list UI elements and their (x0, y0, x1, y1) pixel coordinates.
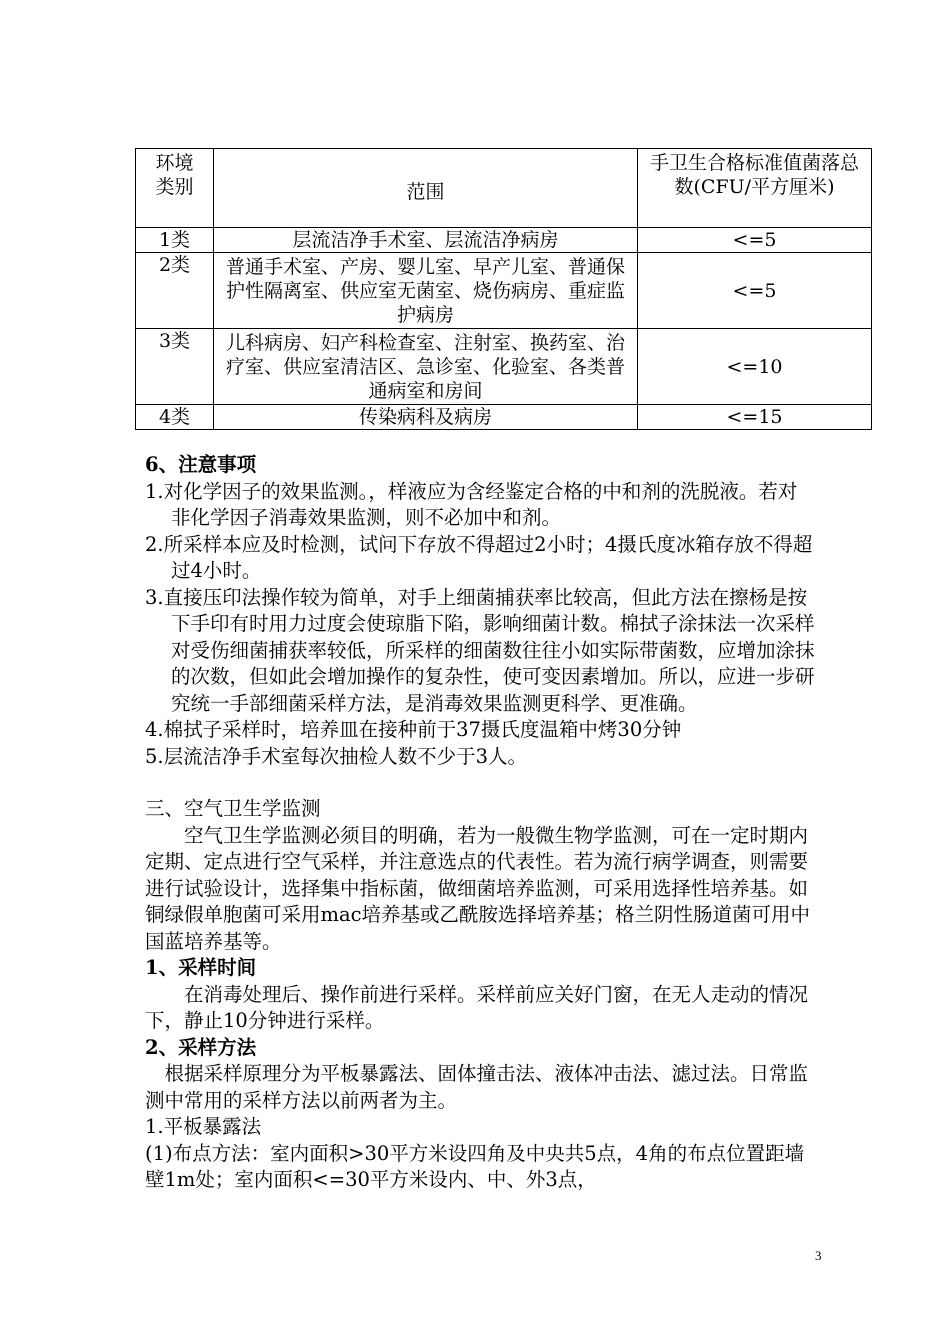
row-scope: 普通手术室、产房、婴儿室、早产儿室、普通保护性隔离室、供应室无菌室、烧伤病房、重症监护病房 (214, 253, 638, 329)
plate-exposure-heading: 1.平板暴露法 (145, 1115, 262, 1138)
hand-hygiene-standard-table (135, 148, 872, 430)
row-scope: 传染病科及病房 (214, 405, 638, 430)
row-category: 1类 (136, 228, 214, 253)
table-row (136, 253, 872, 329)
row-standard: <=5 (638, 253, 872, 329)
row-scope: 儿科病房、妇产科检查室、注射室、换药室、治疗室、供应室清洁区、急诊室、化验室、各类普通病室和房间 (214, 329, 638, 405)
sampling-method-heading: 2、采样方法 (145, 1035, 257, 1059)
note-item: 4.棉拭子采样时，培养皿在接种前于37摄氏度温箱中烤30分钟 (145, 718, 682, 741)
body-text (145, 452, 815, 1194)
header-scope: 范围 (214, 149, 638, 228)
row-standard: <=15 (638, 405, 872, 430)
note-item: 3.直接压印法操作较为简单，对手上细菌捕获率比较高，但此方法在擦杨是按下手印有时用力过度会使琼脂下陷，影响细菌计数。棉拭子涂抹法一次采样对受伤细菌捕获率较低，所采样的细菌数往往小如实际带菌数，应增加涂抹的次数，但如此会增加操作的复杂性，使可变因素增加。所以，应进一步研究统一手部细菌采样方法，是消毒效果监测更科学、更准确。 (145, 585, 815, 715)
note-item: 5.层流洁净手术室每次抽检人数不少于3人。 (145, 744, 528, 768)
row-standard: <=10 (638, 329, 872, 405)
header-standard: 手卫生合格标准值菌落总数(CFU/平方厘米) (638, 149, 872, 228)
row-category: 3类 (136, 329, 214, 405)
plate-exposure-paragraph: (1)布点方法：室内面积>30平方米设四角及中央共5点，4角的布点位置距墙壁1m处；室内面积<=30平方米设内、中、外3点， (145, 1141, 805, 1191)
page-number: 3 (815, 1248, 822, 1263)
header-category: 环境 类别 (136, 149, 214, 228)
table-row (136, 405, 872, 430)
section-title: 三、空气卫生学监测 (145, 797, 321, 820)
note-item: 1.对化学因子的效果监测。，样液应为含经鉴定合格的中和剂的洗脱液。若对非化学因子消毒效果监测，则不必加中和剂。 (145, 479, 798, 529)
sampling-method-paragraph: 根据采样原理分为平板暴露法、固体撞击法、液体冲击法、滤过法。日常监测中常用的采样方法以前两者为主。 (145, 1062, 809, 1112)
table-header-row (136, 149, 872, 228)
notes-heading: 6、注意事项 (145, 453, 257, 476)
table-row (136, 228, 872, 253)
row-category: 2类 (136, 253, 214, 329)
row-standard: <=5 (638, 228, 872, 253)
air-intro-paragraph: 空气卫生学监测必须目的明确，若为一般微生物学监测，可在一定时期内定期、定点进行空气采样，并注意选点的代表性。若为流行病学调查，则需要进行试验设计，选择集中指标菌，做细菌培养监测，可采用选择性培养基。如铜绿假单胞菌可采用mac培养基或乙酰胺选择培养基；格兰阴性肠道菌可用中国蓝培养基等。 (145, 823, 811, 953)
sampling-time-heading: 1、采样时间 (145, 956, 257, 979)
note-item: 2.所采样本应及时检测，试问下存放不得超过2小时；4摄氏度冰箱存放不得超过4小时。 (145, 532, 813, 582)
row-category: 4类 (136, 405, 214, 430)
table-row (136, 329, 872, 405)
row-scope: 层流洁净手术室、层流洁净病房 (214, 228, 638, 253)
sampling-time-paragraph: 在消毒处理后、操作前进行采样。采样前应关好门窗，在无人走动的情况下，静止10分钟进行采样。 (145, 982, 809, 1032)
